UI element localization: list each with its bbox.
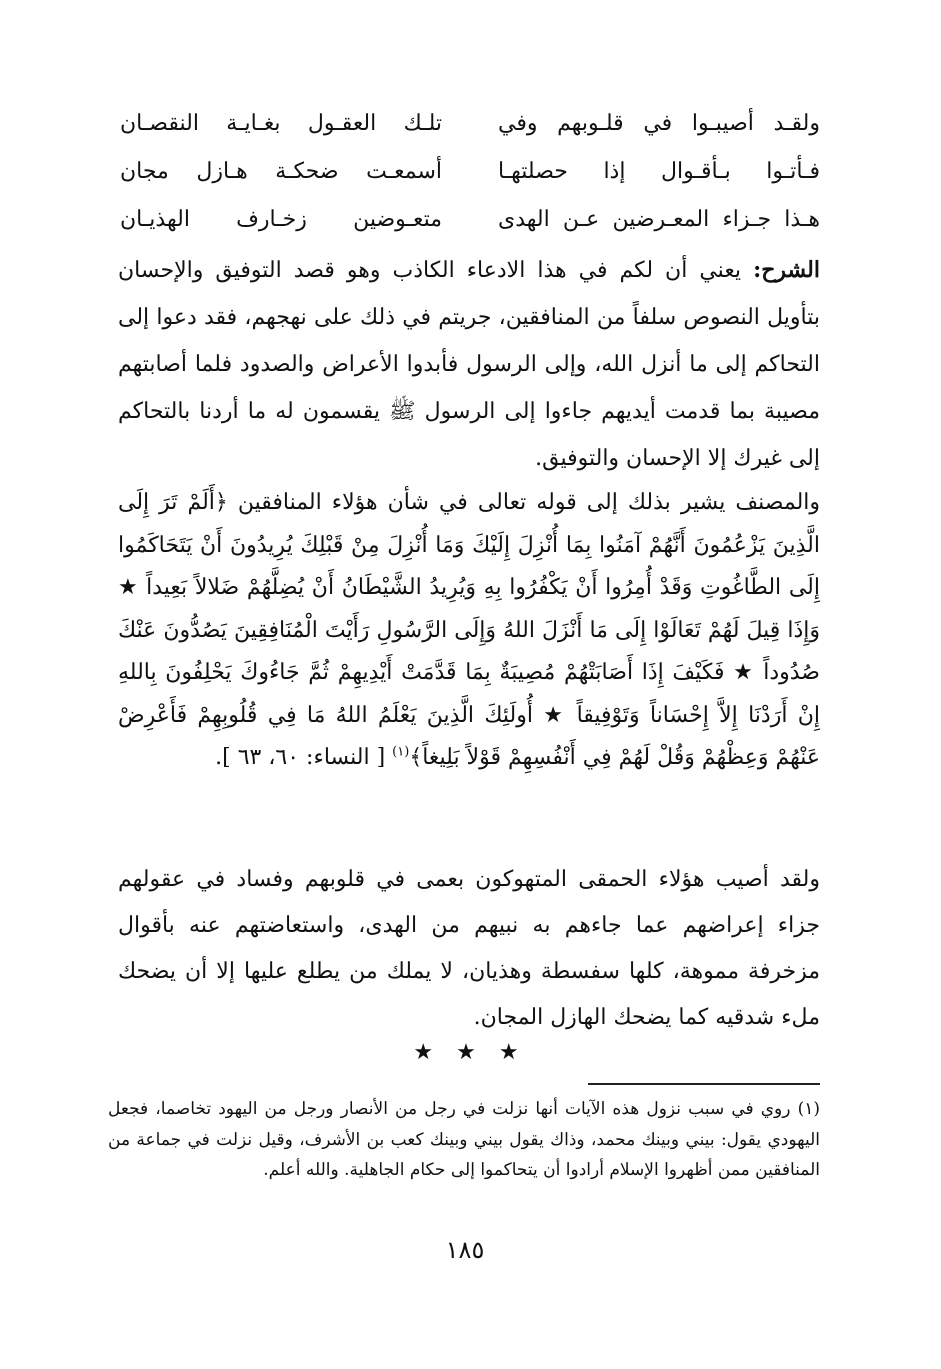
- sharh-label: الشرح:: [753, 257, 820, 283]
- verse-first-hemistich: فـأتـوا بـأقـوال إذا حصلتهـا: [498, 159, 820, 184]
- conclusion-paragraph: ولقد أصيب هؤلاء الحمقى المتهوكون بعمى في قلوبهم وفساد في عقولهم جزاء إعراضهم عما جاءهم به نبيهم من الهدى، واستعاضتهم عنه بأقوال مزخرفة مموهة، كلها سفسطة وهذيان، لا يملك من يطلع عليها إلا أن يضحك ملء شدقيه كما يضحك الهازل المجان.: [118, 867, 820, 1030]
- footnote: [108, 1094, 820, 1186]
- poem: [120, 100, 820, 244]
- verse-reference: [ النساء: ٦٠، ٦٣ ].: [215, 745, 386, 770]
- page-number: ١٨٥: [445, 1236, 485, 1264]
- footnote-divider: [588, 1083, 820, 1085]
- verse-second-hemistich: تلـك العقـول بغـايـة النقصـان: [120, 111, 442, 136]
- section-separator: ★ ★ ★: [413, 1040, 527, 1065]
- verse-first-hemistich: ولقـد أصيبـوا في قلـوبهم وفي: [498, 111, 820, 136]
- footnote-reference[interactable]: (١): [392, 744, 410, 760]
- poem-verse: [120, 148, 820, 196]
- footnote-number: (١): [797, 1099, 820, 1119]
- footnote-text: روي في سبب نزول هذه الآيات أنها نزلت في رجل من الأنصار ورجل من اليهود تخاصما، فجعل اليهودي يقول: بيني وبينك محمد، وذاك يقول بيني وبينك كعب بن الأشرف، وقيل نزلت في جماعة من المنافقين ممن أظهروا الإسلام أرادوا أن يتحاكموا إلى حكام الجاهلية. والله أعلم.: [108, 1099, 820, 1180]
- verse-first-hemistich: هـذا جـزاء المعـرضين عـن الهدى: [498, 207, 820, 232]
- verse-second-hemistich: متعـوضين زخـارف الهذيـان: [120, 207, 442, 232]
- commentary-paragraph: [118, 482, 820, 780]
- poem-verse: [120, 196, 820, 244]
- sharh-paragraph: [118, 247, 820, 482]
- sharh-text: يعني أن لكم في هذا الادعاء الكاذب وهو قصد التوفيق والإحسان بتأويل النصوص سلفاً من المنافقين، جريتم في ذلك على نهجهم، فقد دعوا إلى التحاكم إلى ما أنزل الله، وإلى الرسول فأبدوا الأعراض والصدود فلما أصابتهم مصيبة بما قدمت أيديهم جاءوا إلى الرسول ﷺ يقسمون له ما أردنا بالتحاكم إلى غيرك إلا الإحسان والتوفيق.: [118, 258, 820, 471]
- poem-verse: [120, 100, 820, 148]
- verse-second-hemistich: أسمعـت ضحكـة هـازل مجان: [120, 159, 442, 184]
- quran-verse: ﴿أَلَمْ تَرَ إِلَى الَّذِينَ يَزْعُمُونَ أَنَّهُمْ آمَنُوا بِمَا أُنْزِلَ إِلَيْكَ وَمَا أُنْزِلَ مِنْ قَبْلِكَ يُرِيدُونَ أَنْ يَتَحَاكَمُوا إِلَى الطَّاغُوتِ وَقَدْ أُمِرُوا أَنْ يَكْفُرُوا بِهِ وَيُرِيدُ الشَّيْطَانُ أَنْ يُضِلَّهُمْ ضَلالاً بَعِيداً ★ وَإِذَا قِيلَ لَهُمْ تَعَالَوْا إِلَى مَا أَنْزَلَ اللهُ وَإِلَى الرَّسُولِ رَأَيْتَ الْمُنَافِقِينَ يَصُدُّونَ عَنْكَ صُدُوداً ★ فَكَيْفَ إِذَا أَصَابَتْهُمْ مُصِيبَةٌ بِمَا قَدَّمَتْ أَيْدِيهِمْ ثُمَّ جَاءُوكَ يَحْلِفُونَ بِاللهِ إِنْ أَرَدْنَا إِلاَّ إِحْسَاناً وَتَوْفِيقاً ★ أُولَئِكَ الَّذِينَ يَعْلَمُ اللهُ مَا فِي قُلُوبِهِمْ فَأَعْرِضْ عَنْهُمْ وَعِظْهُمْ وَقُلْ لَهُمْ فِي أَنْفُسِهِمْ قَوْلاً بَلِيغاً﴾: [118, 490, 821, 770]
- commentary-intro: والمصنف يشير بذلك إلى قوله تعالى في شأن هؤلاء المنافقين: [237, 490, 821, 515]
